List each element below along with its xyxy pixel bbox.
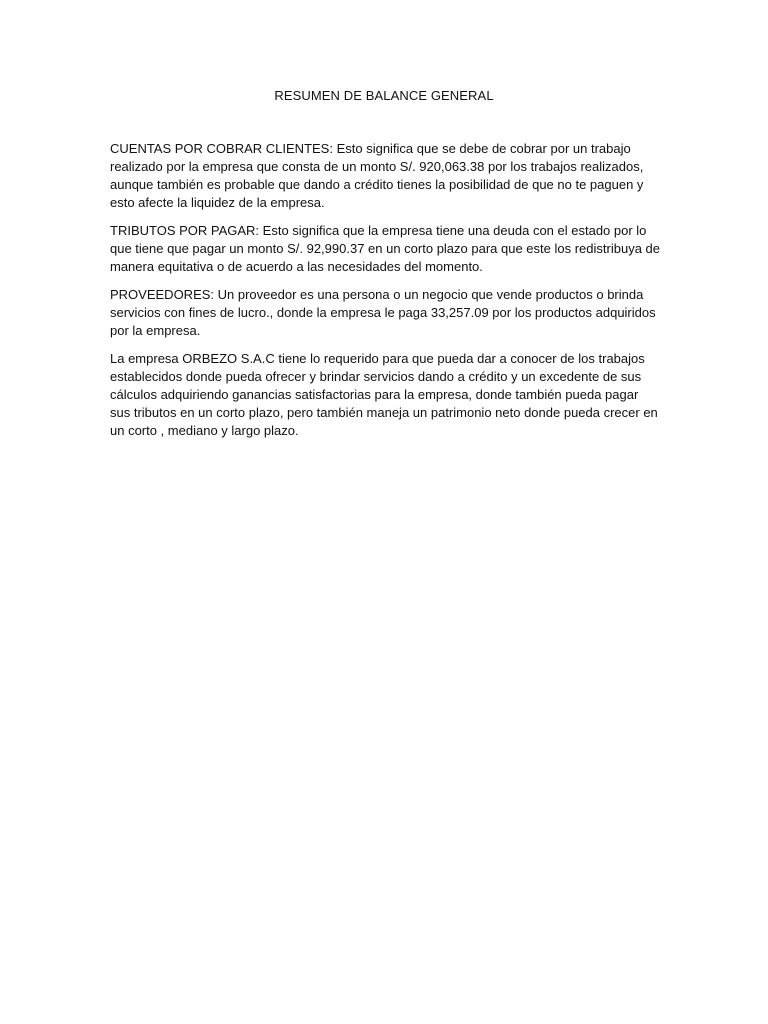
paragraph-tributos-por-pagar: TRIBUTOS POR PAGAR: Esto significa que la empresa tiene una deuda con el estado por lo que tiene que pagar un monto S/. 92,990.37 en un corto plazo para que este los redistribuya de manera equitativa o de acuerdo a las necesidades del momento. [110, 223, 660, 274]
document-body [110, 140, 662, 450]
document-title: RESUMEN DE BALANCE GENERAL [274, 88, 494, 103]
paragraph-conclusion: La empresa ORBEZO S.A.C tiene lo requerido para que pueda dar a conocer de los trabajos establecidos donde pueda ofrecer y brindar servicios dando a crédito y un excedente de sus cálculos adquiriendo ganancias satisfactorias para la empresa, donde también pueda pagar sus tributos en un corto plazo, pero también maneja un patrimonio neto donde pueda crecer en un corto , mediano y largo plazo. [110, 351, 658, 438]
paragraph-cuentas-por-cobrar: CUENTAS POR COBRAR CLIENTES: Esto significa que se debe de cobrar por un trabajo realizado por la empresa que consta de un monto S/. 920,063.38 por los trabajos realizados, aunque también es probable que dando a crédito tienes la posibilidad de que no te paguen y esto afecte la liquidez de la empresa. [110, 141, 644, 210]
paragraph-proveedores: PROVEEDORES: Un proveedor es una persona o un negocio que vende productos o brinda servicios con fines de lucro., donde la empresa le paga 33,257.09 por los productos adquiridos por la empresa. [110, 287, 656, 338]
